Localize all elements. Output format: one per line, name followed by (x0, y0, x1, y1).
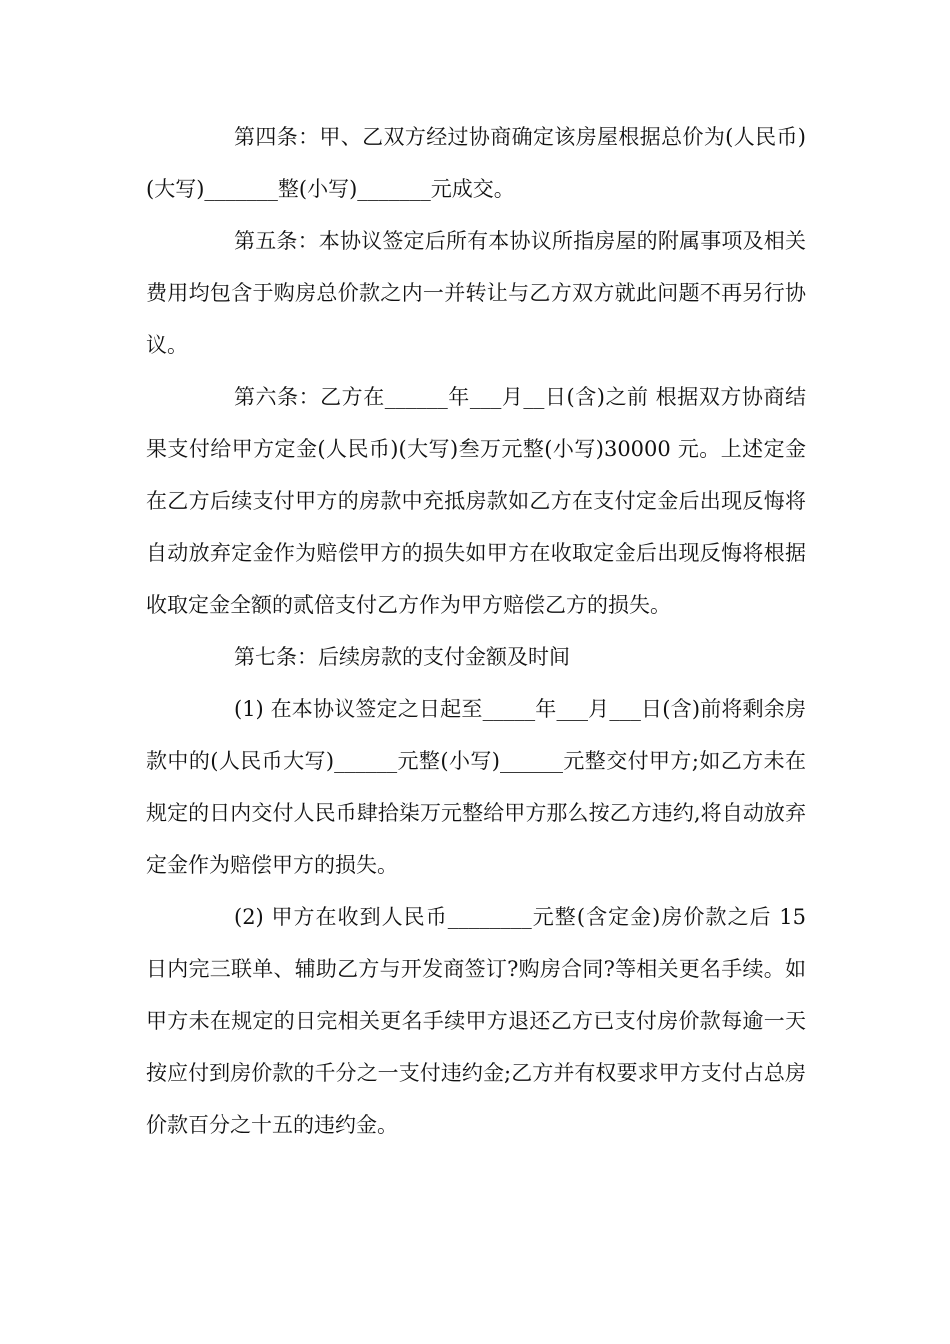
clause-7-item-1: (1) 在本协议签定之日起至_____年___月___日(含)前将剩余房款中的(人民币大写)______元整(小写)______元整交付甲方;如乙方未在规定的日内交付人民币肆拾柒万元整给甲方那么按乙方违约,将自动放弃定金作为赔偿甲方的损失。 (146, 697, 806, 877)
clause-7-item-2: (2) 甲方在收到人民币________元整(含定金)房价款之后 15 日内完三联单、辅助乙方与开发商签订?购房合同?等相关更名手续。如甲方未在规定的日完相关更名手续甲方退还乙方已支付房价款每逾一天按应付到房价款的千分之一支付违约金;乙方并有权要求甲方支付占总房价款百分之十五的违约金。 (146, 905, 806, 1137)
clause-7-heading: 第七条：后续房款的支付金额及时间 (234, 645, 570, 669)
document-body (146, 111, 806, 1151)
clause-5-paragraph: 第五条：本协议签定后所有本协议所指房屋的附属事项及相关费用均包含于购房总价款之内一并转让与乙方双方就此问题不再另行协议。 (146, 229, 806, 357)
clause-4-paragraph: 第四条：甲、乙双方经过协商确定该房屋根据总价为(人民币)(大写)_______整(小写)_______元成交。 (146, 125, 806, 201)
clause-6-paragraph: 第六条：乙方在______年___月__日(含)之前 根据双方协商结果支付给甲方定金(人民币)(大写)叁万元整(小写)30000 元。上述定金在乙方后续支付甲方的房款中充抵房款如乙方在支付定金后出现反悔将自动放弃定金作为赔偿甲方的损失如甲方在收取定金后出现反悔将根据收取定金全额的贰倍支付乙方作为甲方赔偿乙方的损失。 (146, 385, 806, 617)
